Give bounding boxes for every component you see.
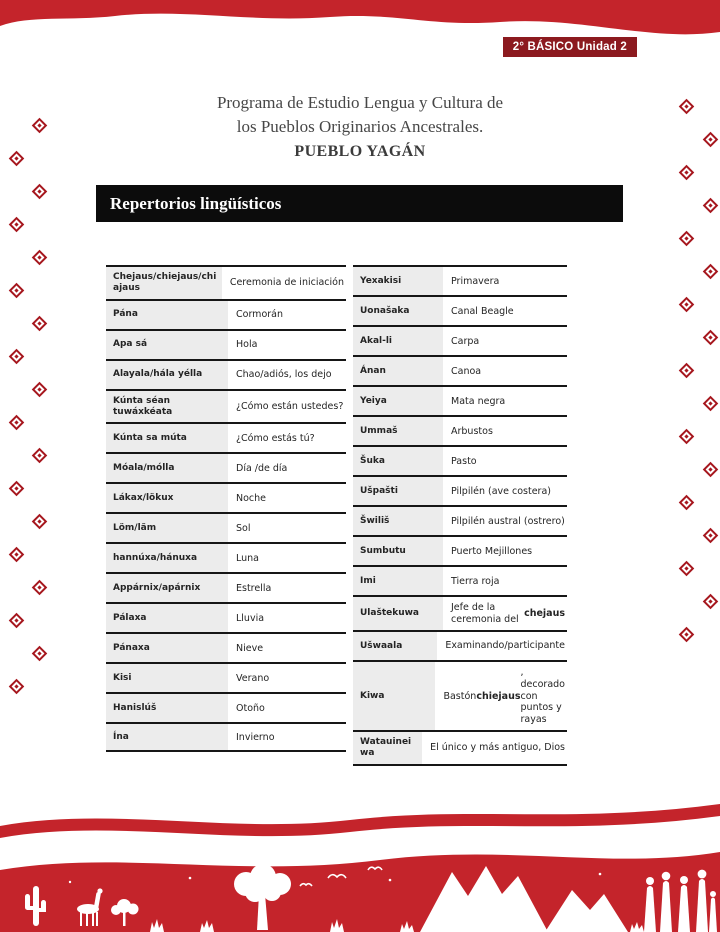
table-row <box>106 722 346 752</box>
definition-cell: Arbustos <box>443 417 567 445</box>
diamond-ornament-icon <box>32 250 48 266</box>
term-cell: Ánan <box>353 357 443 385</box>
vocabulary-tables <box>106 265 567 766</box>
table-row <box>353 355 567 385</box>
definition-cell: Carpa <box>443 327 567 355</box>
term-cell: Šuka <box>353 447 443 475</box>
term-cell: Uonašaka <box>353 297 443 325</box>
definition-cell: Lluvia <box>228 604 346 632</box>
table-row <box>353 660 567 730</box>
table-row <box>353 445 567 475</box>
term-cell: Imi <box>353 567 443 595</box>
definition-cell: Pilpilén austral (ostrero) <box>443 507 567 535</box>
dot-icon <box>189 877 192 880</box>
diamond-ornament-icon <box>703 264 719 280</box>
table-row <box>353 730 567 766</box>
definition-cell: Luna <box>228 544 346 572</box>
term-cell: Alayala/hála yélla <box>106 361 228 389</box>
definition-cell: Primavera <box>443 267 567 295</box>
diamond-ornament-icon <box>32 514 48 530</box>
diamond-ornament-icon <box>9 679 25 695</box>
term-cell: Móala/mólla <box>106 454 228 482</box>
definition-cell: Otoño <box>228 694 346 722</box>
definition-cell: Día /de día <box>228 454 346 482</box>
table-row <box>106 692 346 722</box>
definition-cell: Examinando/participante <box>437 632 567 660</box>
table-row <box>106 632 346 662</box>
term-cell: Šwiliš <box>353 507 443 535</box>
definition-cell: Sol <box>228 514 346 542</box>
diamond-ornament-icon <box>703 198 719 214</box>
term-cell: hannúxa/hánuxa <box>106 544 228 572</box>
footer-landscape-art <box>0 782 720 932</box>
definition-cell: Invierno <box>228 724 346 750</box>
definition-cell: Hola <box>228 331 346 359</box>
definition-cell: Canoa <box>443 357 567 385</box>
term-cell: Pálaxa <box>106 604 228 632</box>
diamond-ornament-icon <box>679 363 695 379</box>
definition-cell: Cormorán <box>228 301 346 329</box>
diamond-ornament-icon <box>679 495 695 511</box>
diamond-ornament-icon <box>32 316 48 332</box>
definition-cell: Puerto Mejillones <box>443 537 567 565</box>
term-cell: Pánaxa <box>106 634 228 662</box>
diamond-ornament-icon <box>32 184 48 200</box>
program-title <box>0 91 720 164</box>
term-cell: Kisi <box>106 664 228 692</box>
definition-cell: ¿Cómo estás tú? <box>228 424 346 452</box>
definition-cell: Nieve <box>228 634 346 662</box>
table-row <box>106 482 346 512</box>
term-cell: Ummaš <box>353 417 443 445</box>
table-row <box>106 572 346 602</box>
term-cell: Hanislúš <box>106 694 228 722</box>
unit-badge: 2° BÁSICO Unidad 2 <box>503 37 637 57</box>
term-cell: Appárnix/apárnix <box>106 574 228 602</box>
definition-cell: Canal Beagle <box>443 297 567 325</box>
diamond-ornament-icon <box>679 297 695 313</box>
table-row <box>106 662 346 692</box>
table-row <box>106 602 346 632</box>
term-cell: Akal-li <box>353 327 443 355</box>
diamond-ornament-icon <box>32 646 48 662</box>
diamond-ornament-icon <box>32 580 48 596</box>
diamond-ornament-icon <box>679 561 695 577</box>
term-cell: Pána <box>106 301 228 329</box>
diamond-ornament-icon <box>32 382 48 398</box>
table-row <box>353 415 567 445</box>
definition-cell: Jefe de la ceremonia del chejaus <box>443 597 567 630</box>
term-cell: Chejaus/chiejaus/chiajaus <box>106 267 222 299</box>
term-cell: Ušwaala <box>353 632 437 660</box>
term-cell: Yexakisi <box>353 267 443 295</box>
dot-icon <box>389 879 392 882</box>
table-row <box>353 505 567 535</box>
diamond-ornament-icon <box>9 217 25 233</box>
term-cell: Ušpašti <box>353 477 443 505</box>
diamond-ornament-icon <box>32 448 48 464</box>
table-row <box>106 542 346 572</box>
section-banner <box>96 185 623 222</box>
table-row <box>106 452 346 482</box>
diamond-ornament-icon <box>9 547 25 563</box>
term-cell: Apa sá <box>106 331 228 359</box>
diamond-ornament-icon <box>703 330 719 346</box>
definition-cell: Estrella <box>228 574 346 602</box>
definition-cell: Tierra roja <box>443 567 567 595</box>
vocab-table-left <box>106 265 346 752</box>
title-line-3: PUEBLO YAGÁN <box>294 143 426 161</box>
table-row <box>353 565 567 595</box>
term-cell: Kúnta séan tuwáxkéata <box>106 391 228 423</box>
diamond-ornament-icon <box>703 396 719 412</box>
table-row <box>106 422 346 452</box>
table-row <box>353 265 567 295</box>
title-line-1: Programa de Estudio Lengua y Cultura de <box>216 93 504 112</box>
diamond-ornament-icon <box>9 481 25 497</box>
definition-cell: Verano <box>228 664 346 692</box>
diamond-ornament-icon <box>679 627 695 643</box>
table-row <box>353 535 567 565</box>
definition-cell: Pilpilén (ave costera) <box>443 477 567 505</box>
diamond-ornament-icon <box>9 613 25 629</box>
term-cell: Yeiya <box>353 387 443 415</box>
definition-cell: Bastón chiejaus , decorado con puntos y rayas <box>435 662 567 730</box>
definition-cell: Noche <box>228 484 346 512</box>
dot-icon <box>599 873 602 876</box>
table-row <box>353 325 567 355</box>
diamond-ornament-icon <box>679 429 695 445</box>
table-row <box>353 475 567 505</box>
title-line-2: los Pueblos Originarios Ancestrales. <box>236 117 484 137</box>
vocab-table-right <box>353 265 567 766</box>
diamond-ornament-icon <box>703 594 719 610</box>
table-row <box>106 359 346 389</box>
term-cell: Sumbutu <box>353 537 443 565</box>
term-cell: Kúnta sa múta <box>106 424 228 452</box>
definition-cell: Ceremonia de iniciación <box>222 267 346 299</box>
definition-cell: Mata negra <box>443 387 567 415</box>
table-row <box>106 389 346 423</box>
footer-wave-stripe <box>0 804 720 838</box>
table-row <box>353 385 567 415</box>
table-row <box>106 329 346 359</box>
table-row <box>353 595 567 630</box>
diamond-ornament-icon <box>9 283 25 299</box>
table-row <box>106 512 346 542</box>
term-cell: Watauineiwa <box>353 732 422 764</box>
term-cell: Lákax/lökux <box>106 484 228 512</box>
definition-cell: El único y más antiguo, Dios <box>422 732 567 764</box>
diamond-ornament-icon <box>703 462 719 478</box>
table-row <box>353 630 567 660</box>
term-cell: Löm/lãm <box>106 514 228 542</box>
term-cell: Kiwa <box>353 662 435 730</box>
term-cell: Ulaštekuwa <box>353 597 443 630</box>
diamond-ornament-icon <box>679 231 695 247</box>
definition-cell: Pasto <box>443 447 567 475</box>
table-row <box>106 299 346 329</box>
definition-cell: ¿Cómo están ustedes? <box>228 391 346 423</box>
section-title: Repertorios lingüísticos <box>110 193 282 213</box>
table-row <box>353 295 567 325</box>
diamond-ornament-icon <box>9 349 25 365</box>
dot-icon <box>69 881 71 883</box>
diamond-ornament-icon <box>679 165 695 181</box>
definition-cell: Chao/adiós, los dejo <box>228 361 346 389</box>
diamond-ornament-icon <box>9 415 25 431</box>
table-row <box>106 265 346 299</box>
diamond-ornament-icon <box>703 528 719 544</box>
term-cell: Ína <box>106 724 228 750</box>
